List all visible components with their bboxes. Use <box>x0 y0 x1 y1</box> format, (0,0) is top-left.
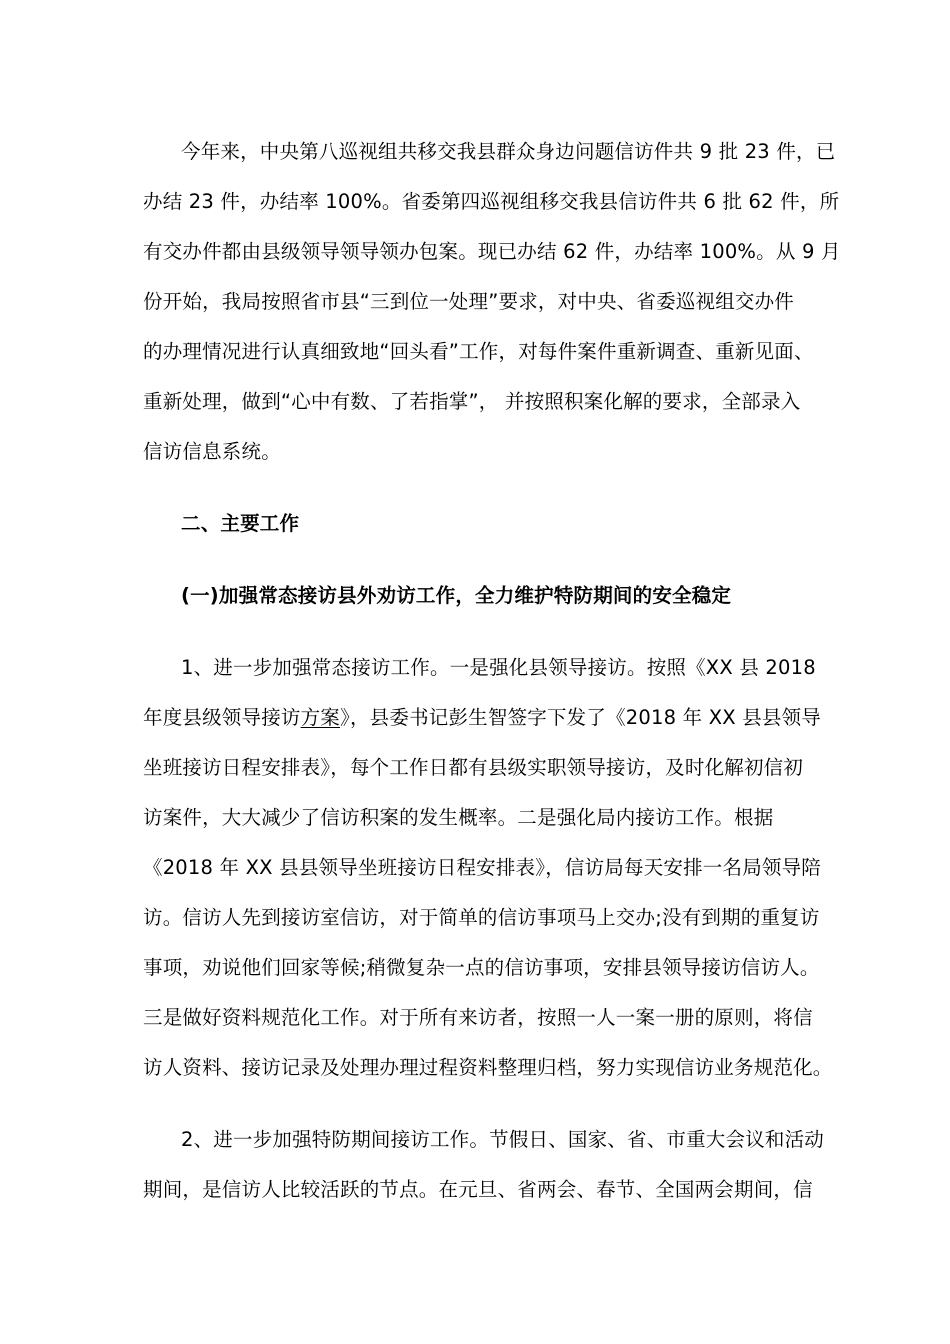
paragraph-1-line-4: 份开始，我局按照省市县“三到位一处理”要求，对中央、省委巡视组交办件 <box>143 290 795 313</box>
paragraph-2-line-2-post: 》，县委书记彭生智签字下发了《2018 年 XX 县县领导 <box>340 706 822 729</box>
paragraph-1-line-1: 今年来，中央第八巡视组共移交我县群众身边问题信访件共 9 批 23 件，已 <box>181 140 836 163</box>
paragraph-2-line-9: 访人资料、接访记录及处理办理过程资料整理归档，努力实现信访业务规范化。 <box>143 1056 833 1079</box>
paragraph-2-line-6: 访。信访人先到接访室信访，对于简单的信访事项马上交办;没有到期的重复访 <box>143 906 820 929</box>
section-heading: 二、主要工作 <box>181 512 300 535</box>
paragraph-3-line-2: 期间，是信访人比较活跃的节点。在元旦、省两会、春节、全国两会期间，信 <box>143 1178 813 1201</box>
paragraph-2-line-8: 三是做好资料规范化工作。对于所有来访者，按照一人一案一册的原则，将信 <box>143 1006 813 1029</box>
paragraph-2-line-7: 事项，劝说他们回家等候;稍微复杂一点的信访事项，安排县领导接访信访人。 <box>143 956 820 979</box>
paragraph-1-line-3: 有交办件都由县级领导领导领办包案。现已办结 62 件，办结率 100%。从 9 月 <box>143 240 841 263</box>
paragraph-2-line-2 <box>143 705 822 731</box>
paragraph-1-line-5: 的办理情况进行认真细致地“回头看”工作，对每件案件重新调查、重新见面、 <box>143 340 814 363</box>
paragraph-2-line-1: 1、进一步加强常态接访工作。一是强化县领导接访。按照《XX 县 2018 <box>181 656 816 679</box>
paragraph-3-line-1: 2、进一步加强特防期间接访工作。节假日、国家、省、市重大会议和活动 <box>181 1128 825 1151</box>
subsection-heading: (一)加强常态接访县外劝访工作，全力维护特防期间的安全稳定 <box>181 584 732 607</box>
paragraph-2-line-3: 坐班接访日程安排表》，每个工作日都有县级实职领导接访，及时化解初信初 <box>143 756 804 779</box>
paragraph-2-line-4: 访案件，大大减少了信访积案的发生概率。二是强化局内接访工作。根据 <box>143 806 774 829</box>
paragraph-1-line-7: 信访信息系统。 <box>143 440 281 463</box>
paragraph-2-line-5: 《2018 年 XX 县县领导坐班接访日程安排表》，信访局每天安排一名局领导陪 <box>143 856 821 879</box>
paragraph-2-line-2-pre: 年度县级领导接访 <box>143 706 301 729</box>
paragraph-1-line-6: 重新处理，做到“心中有数、了若指掌”， 并按照积案化解的要求，全部录入 <box>143 390 801 413</box>
paragraph-1-line-2: 办结 23 件，办结率 100%。省委第四巡视组移交我县信访件共 6 批 62 件，所 <box>143 190 840 213</box>
underlined-term: 方案 <box>300 706 341 729</box>
